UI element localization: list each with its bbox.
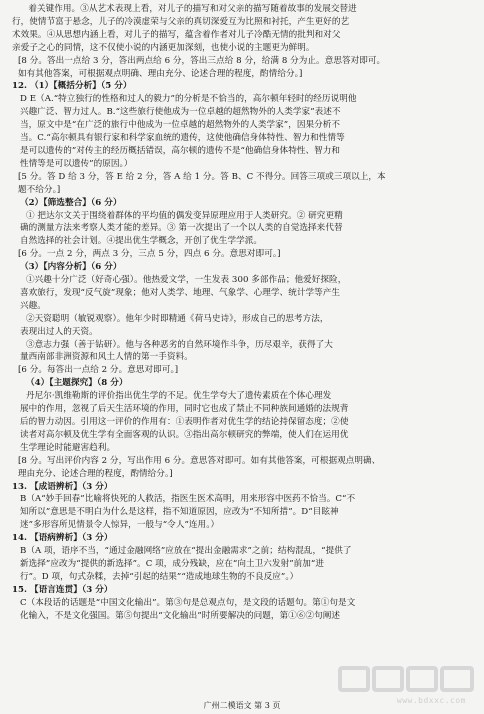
score-note: [5 分。答 D 给 3 分，答 E 给 2 分，答 A 给 1 分。答 B、C 不得分。回答三项或三项以上，本 [18, 171, 386, 182]
answer-line: B（A“妙手回春”比喻将快死的人救活，指医生医术高明，用来形容中医药不恰当。C“不 [20, 494, 356, 505]
page-footer: 广州二模语文 第 3 页 [203, 701, 281, 710]
answer-line: C（本段话的话题是“中国文化输出”。第③句是总观点句，是文段的话题句。第①句是文 [20, 597, 356, 608]
answer-line: 读者对高尔顿及优生学有全面客观的认识。③指出高尔顿研究的弊端，使人们在运用优 [20, 429, 349, 440]
intro-section [12, 3, 470, 80]
sub-heading: （2）【筛选整合】（6 分） [20, 197, 122, 208]
sub-heading: 【成语辨析】（3 分） [30, 481, 113, 492]
answer-line: 喜欢旅行，发现“反气旋”现象；他对人类学、地理、气象学、心理学、统计学等产生 [20, 287, 341, 298]
answer-line: 迷”多形容所见情景令人惊异，一般与“令人”连用。） [20, 520, 220, 531]
answer-line: 是可以遗传的”对传主的经历概括错误，高尔顿的遗传不是“他确信身体特性、智力和 [20, 145, 341, 156]
text-line: 亲爱子之心的同情，这不仅使小说的内涵更加深刻，也使小说的主题更为鲜明。 [12, 42, 315, 53]
score-note: [8 分。答出一点给 3 分，答出两点给 6 分，答出三点给 8 分，给满 8 分为止。意思答对即可。 [18, 55, 386, 66]
answer-line: 确的测量方法来考察人类才能的差异。③ 第一次提出了一个以人类的自觉选择来代替 [20, 223, 343, 234]
answer-line: 当。C.“高尔顿具有银行家和科学家血统的遗传，这使他确信身体特性、智力和性情等 [20, 133, 345, 144]
question-number: 13. [12, 481, 28, 492]
score-note: 题不给分。] [18, 184, 61, 195]
answer-line: 自然选择的社会计划。④提出优生学概念，开创了优生学学派。 [20, 236, 263, 247]
answer-line: 表现出过人的天资。 [20, 326, 98, 337]
question-heading [12, 584, 470, 597]
answer-line: ③意志力强（善于钻研）。他与各种恶劣的自然环境作斗争，历尽艰辛，获得了大 [26, 339, 333, 350]
score-note: [8 分。写出评价内容 2 分，写出作用 6 分。意思答对即可。如有其他答案，可根据观点明确、 [18, 455, 381, 466]
answer-line: 量西南部非洲资源和风土人情的第一手资料。 [20, 352, 193, 363]
score-note: 如有其他答案，可根据观点明确、理由充分、论述合理的程度，酌情给分。] [18, 68, 303, 79]
text-line: 术效果。④从思想内涵上看，对儿子的描写，蕴含着作者对儿子冷酷无情的批判和对父 [12, 29, 341, 40]
answer-line: B（A 项，语序不当，“通过金融网络”应放在“提出金融需求”之前；结构混乱，“提供了 [20, 546, 352, 557]
score-note: [6 分。一点 2 分，两点 3 分，三点 5 分，四点 6 分。意思对即可。] [18, 249, 281, 260]
answer-line: ①兴趣十分广泛（好奇心强）。他热爱文学，一生发表 300 多部作品；他爱好探险， [26, 275, 347, 286]
question-13 [12, 481, 470, 533]
answer-line: 兴趣广泛、智力过人。B.“这些旅行使他成为一位卓越的超然物外的人类学家”表述不 [20, 107, 341, 118]
question-12 [12, 80, 470, 480]
question-heading [12, 481, 470, 494]
answer-line: 丹尼尔·凯维勒斯的评价指出优生学的不足。优生学夸大了遗传素质在个体心理发 [26, 391, 332, 402]
watermark-url: www.bdxxc.com [396, 696, 466, 705]
question-number: 12. [12, 81, 28, 92]
question-number: 15. [12, 584, 28, 595]
answer-line: 当，原文中是“在广泛的旅行中他成为一位卓越的超然物外的人类学家”，因果分析不 [20, 120, 341, 131]
score-note: 理由充分、论述合理的程度，酌情给分。] [18, 468, 173, 479]
answer-line: 展中的作用，忽视了后天生活环境的作用，同时它也成了禁止不同种族间通婚的法规背 [20, 404, 349, 415]
question-14 [12, 532, 470, 584]
answer-line: ②天资聪明（敏锐观察）。他年少时即精通《荷马史诗》，形成自己的思考方法， [26, 313, 329, 324]
answer-line: 生学理论时能避害趋利。 [20, 442, 116, 453]
question-15 [12, 584, 470, 623]
question-heading [12, 532, 470, 545]
question-number: 14. [12, 533, 28, 544]
question-heading [12, 80, 470, 93]
sub-heading: （4）【主题探究】（8 分） [26, 378, 128, 389]
answer-line: 知所以”意思是不明白为什么是这样，指不知道原因，应改为“不知所措”。D“目眩神 [20, 507, 339, 518]
text-line: 行，使情节富于悬念，儿子的冷漠虚荣与父亲的真切深爱互为比照和衬托，产生更好的艺 [12, 16, 350, 27]
answer-line: 行”。D 项，句式杂糅，去掉“引起的结果”“造成地球生物的不良反应”。） [20, 571, 299, 582]
answer-line: 后的智力动因。引用这一评价的作用有：①表明作者对优生学的结论持保留态度；②使 [20, 417, 349, 427]
text-line: 着关键作用。③从艺术表现上看，对儿子的描写和对父亲的描写随着故事的发展交替进 [28, 4, 357, 14]
score-note: [6 分。每答出一点给 2 分。意思对即可。] [18, 365, 179, 376]
answer-line: 化输入，不是文化强国。第⑤句提出“文化输出”时所要解决的问题，第①⑥②句阐述 [20, 610, 341, 621]
sub-heading: 【语言连贯】（3 分） [30, 584, 113, 595]
answer-line: ① 把达尔文关于围绕着群体的平均值的偶发变异原理应用于人类研究。② 研究更精 [26, 210, 343, 221]
answer-line: 兴趣。 [20, 300, 46, 311]
answer-line: 新选择”应改为“提供的新选择”。C 项，成分残缺，应在“向土卫六发射”前加“进 [20, 558, 325, 569]
sub-heading: 【语病辨析】（3 分） [30, 533, 113, 544]
sub-heading: （1）【概括分析】（5 分） [30, 81, 132, 92]
answer-line: D E（A.“特立独行的性格和过人的毅力”的分析是不恰当的，高尔顿年轻时的经历说明他 [20, 94, 357, 105]
answer-line: 性情等是可以遗传”的原因。） [20, 158, 133, 169]
sub-heading: （3）【内容分析】（6 分） [20, 262, 122, 273]
